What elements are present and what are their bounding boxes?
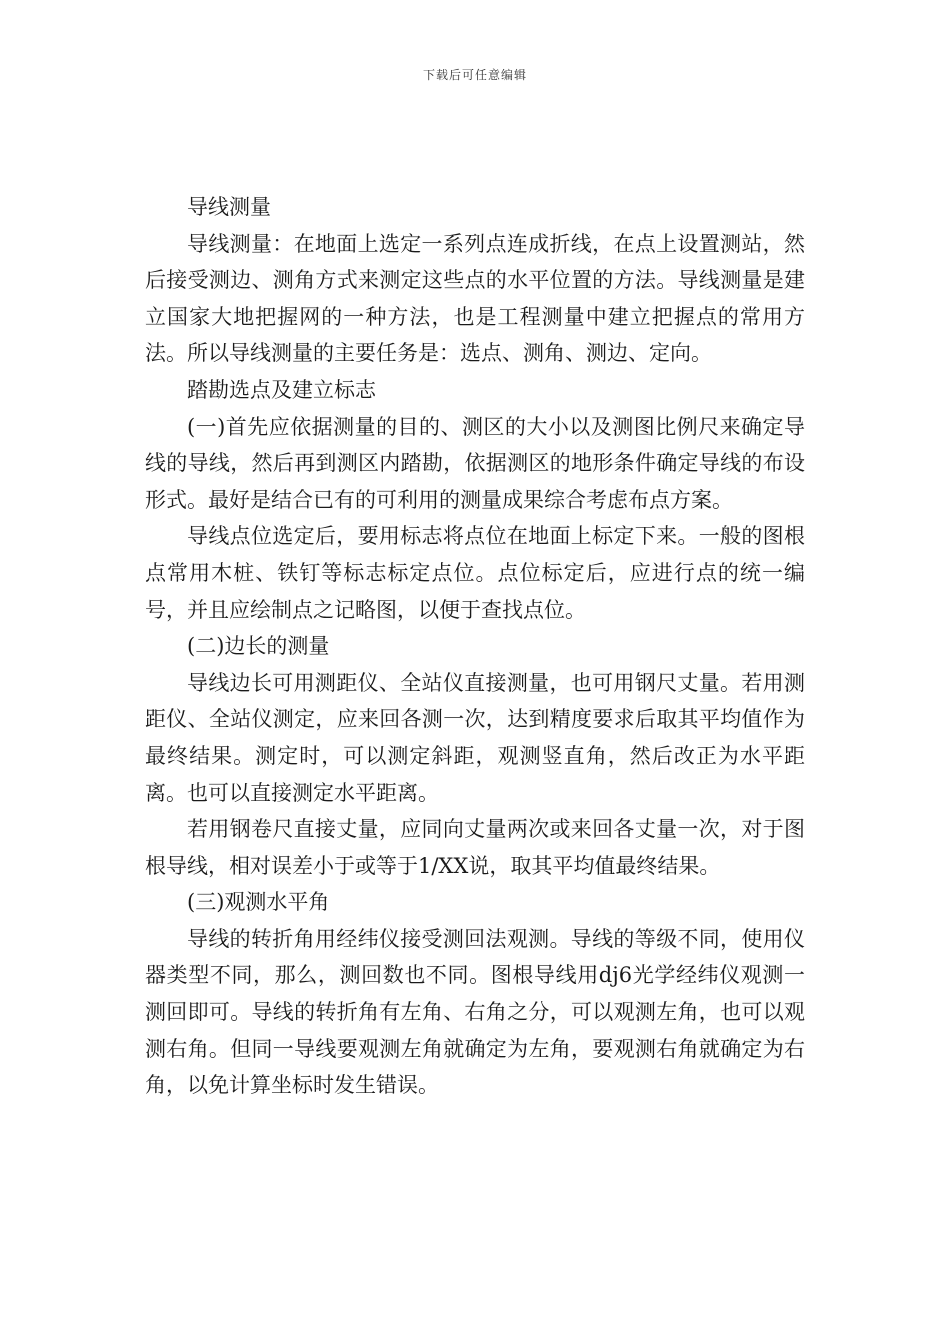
section-title-site-selection: 踏勘选点及建立标志 [187,377,376,402]
paragraph-traverse-definition: 导线测量：在地面上选定一系列点连成折线，在点上设置测站，然后接受测边、测角方式来测定这些点的水平位置的方法。导线测量是建立国家大地把握网的一种方法，也是工程测量中建立把握点的常用方法。所以导线测量的主要任务是：选点、测角、测边、定向。 [145,231,805,366]
document-body [145,189,805,1104]
paragraph-steel-tape: 若用钢卷尺直接丈量，应同向丈量两次或来回各丈量一次，对于图根导线，相对误差小于或等于1/XX说，取其平均值最终结果。 [145,817,805,878]
paragraph-side-length: 导线边长可用测距仪、全站仪直接测量，也可用钢尺丈量。若用测距仪、全站仪测定，应来回各测一次，达到精度要求后取其平均值作为最终结果。测定时，可以测定斜距，观测竖直角，然后改正为水平距离。也可以直接测定水平距离。 [145,670,805,805]
paragraph-horizontal-angle: 导线的转折角用经纬仪接受测回法观测。导线的等级不同，使用仪器类型不同，那么，测回数也不同。图根导线用dj6光学经纬仪观测一测回即可。导线的转折角有左角、右角之分，可以观测左角，也可以观测右角。但同一导线要观测左角就确定为左角，要观测右角就确定为右角，以免计算坐标时发生错误。 [145,926,805,1098]
paragraph-site-selection: (一)首先应依据测量的目的、测区的大小以及测图比例尺来确定导线的导线，然后再到测区内踏勘，依据测区的地形条件确定导线的布设形式。最好是结合已有的可利用的测量成果综合考虑布点方案。 [145,414,805,512]
section-title-horizontal-angle: (三)观测水平角 [187,890,330,915]
page-header: 下载后可任意编辑 [422,68,527,82]
paragraph-point-marking: 导线点位选定后，要用标志将点位在地面上标定下来。一般的图根点常用木桩、铁钉等标志标定点位。点位标定后，应进行点的统一编号，并且应绘制点之记略图，以便于查找点位。 [145,524,805,622]
section-title-traverse-survey: 导线测量 [187,195,271,219]
section-title-side-length: (二)边长的测量 [187,634,330,659]
